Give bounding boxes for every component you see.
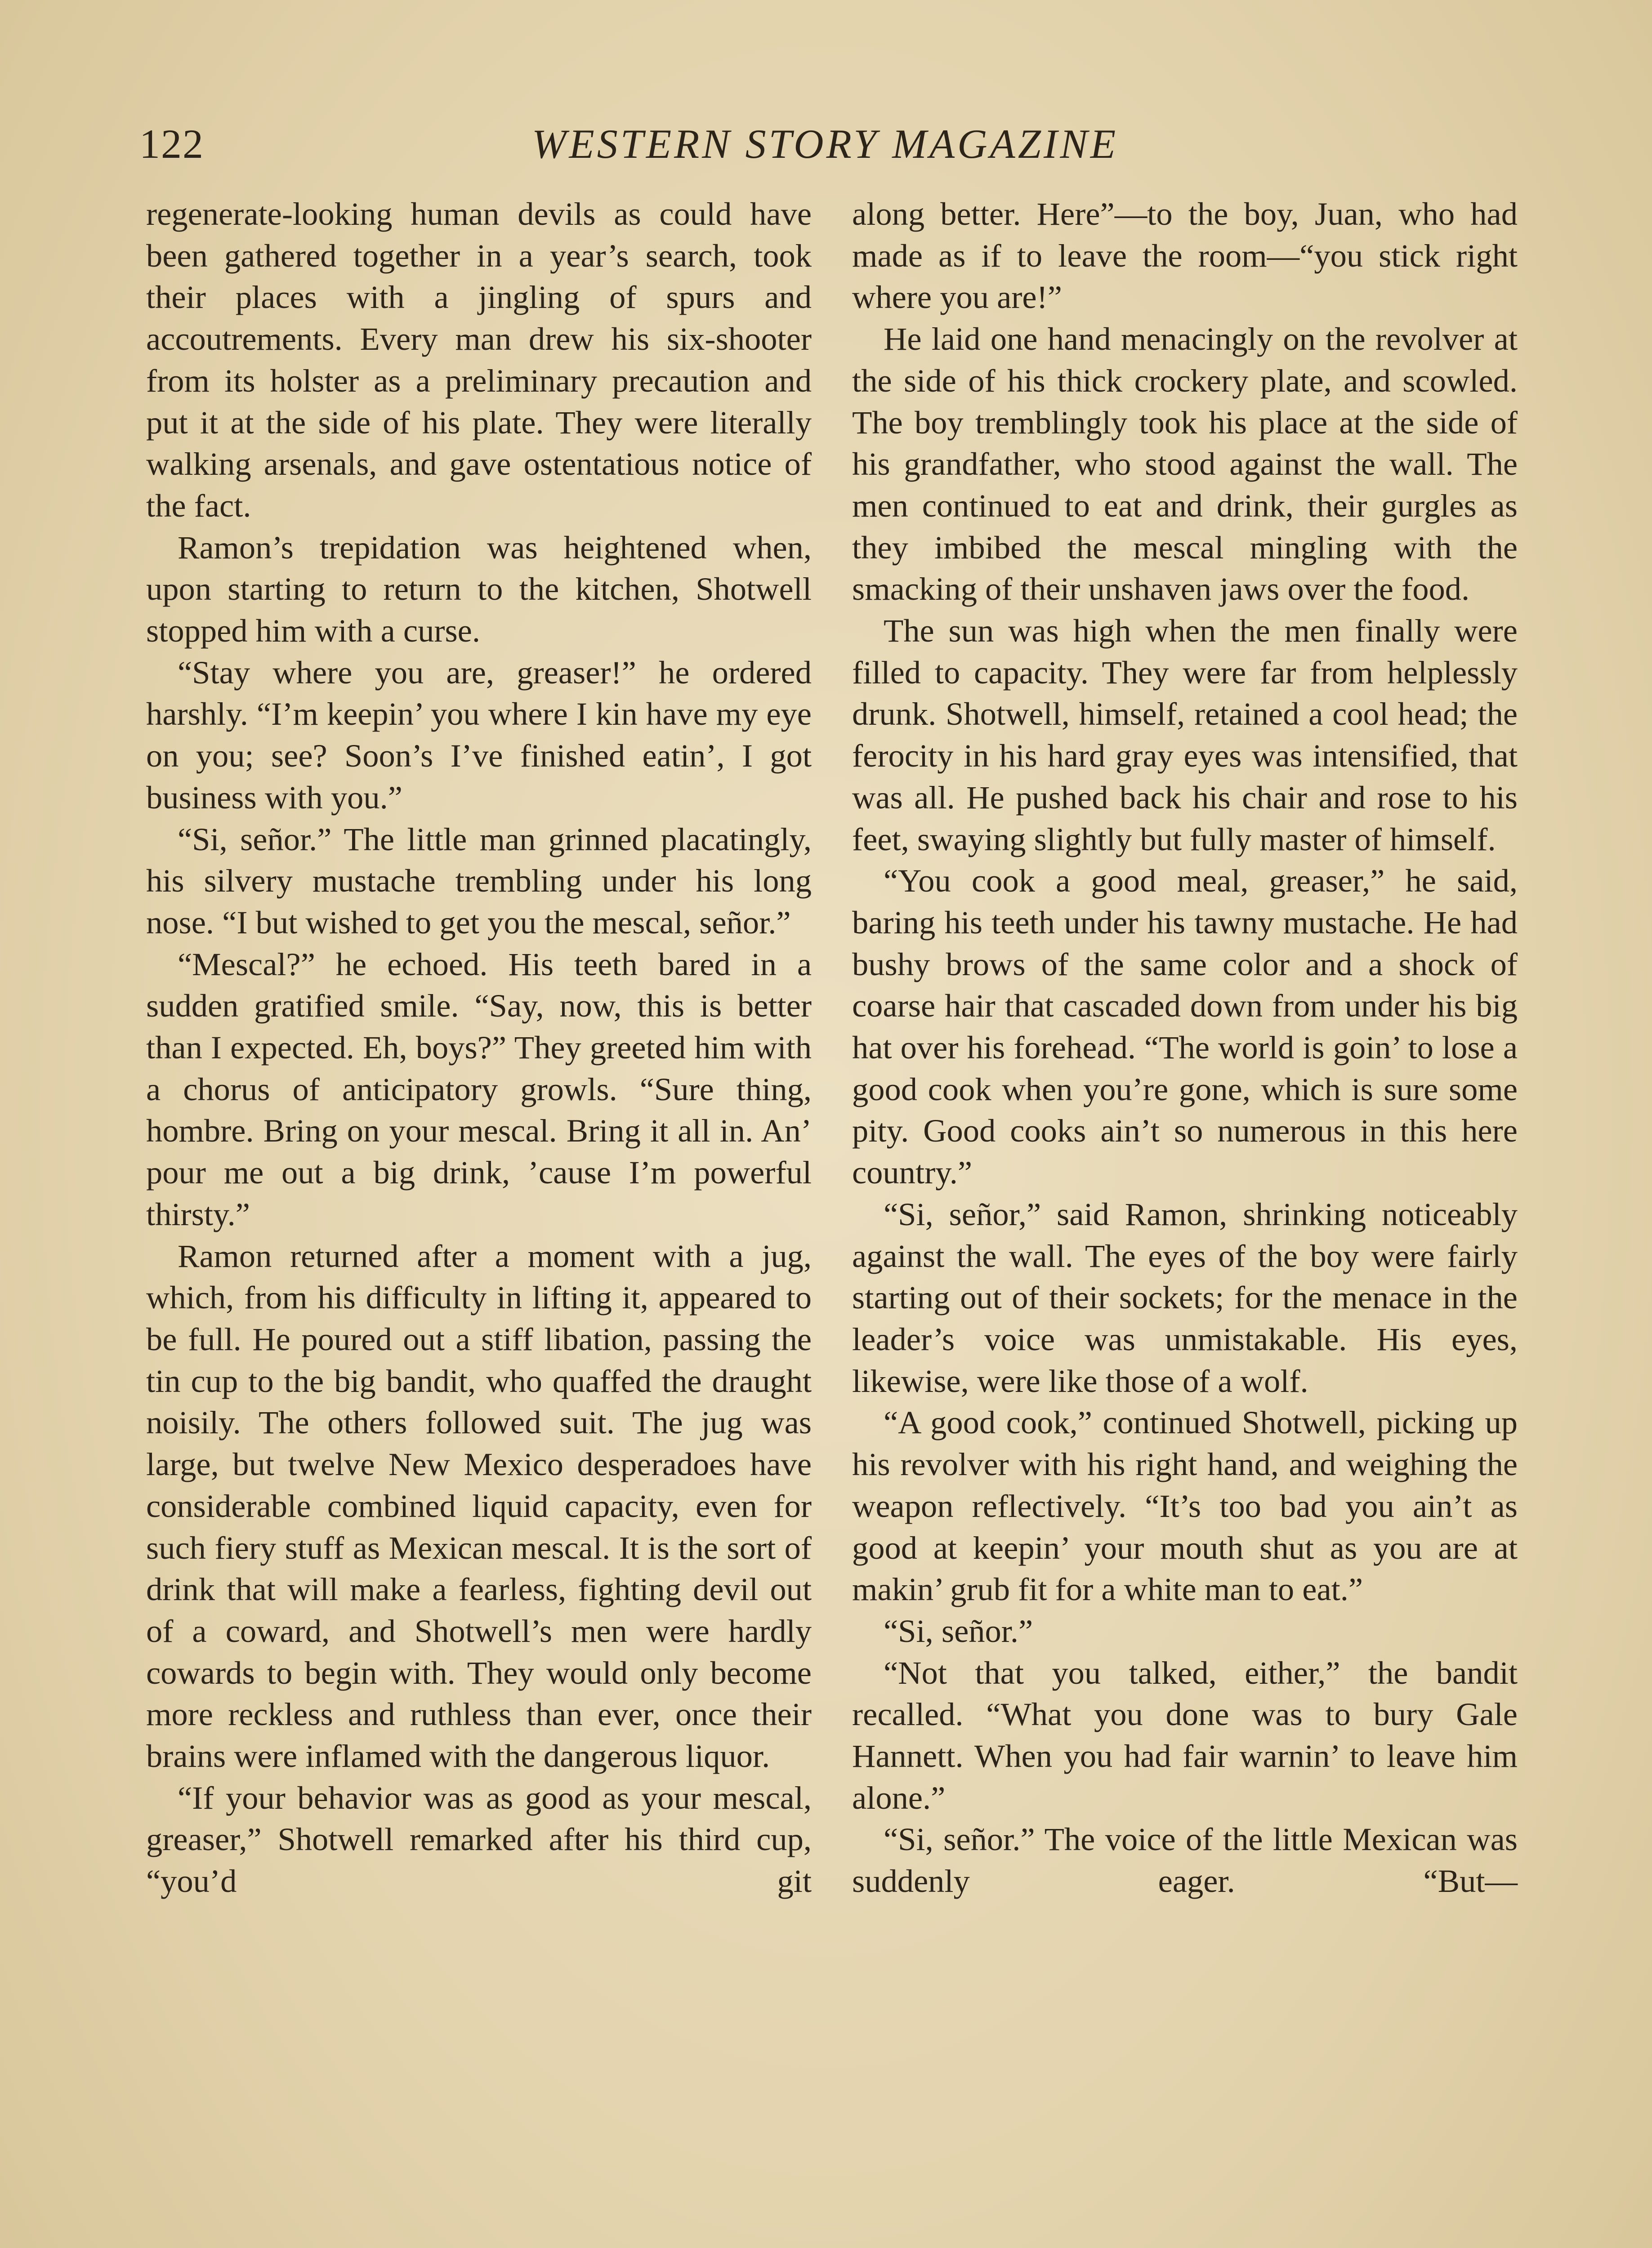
paragraph: “Mescal?” he echoed. His teeth bared in a sudden gratified smile. “Say, now, this is better than I expected. Eh, boys?” They greeted him with a chorus of anticipatory growls. “Sure thing, hombre. Bring on your mescal. Bring it all in. An’ pour me out a big drink, ’cause I’m powerful thirsty.” <box>146 946 812 1232</box>
paragraph: “You cook a good meal, greaser,” he said, baring his teeth under his tawny mustache. He had bushy brows of the same color and a shock of coarse hair that cascaded down from under his big hat over his forehead. “The world is goin’ to lose a good cook when you’re gone, which is sure some pity. Good cooks ain’t so numerous in this here country.” <box>852 862 1518 1191</box>
text-column-left <box>146 193 812 1902</box>
paragraph: “Not that you talked, either,” the bandit recalled. “What you done was to bury Gale Hannett. When you had fair warnin’ to leave him alone.” <box>852 1654 1518 1816</box>
paragraph: “Si, señor.” The voice of the little Mexican was suddenly eager. “But— <box>852 1821 1518 1900</box>
page-number: 122 <box>139 121 204 167</box>
paragraph: “If your behavior was as good as your mescal, greaser,” Shotwell remarked after his third cup, “you’d git <box>146 1779 812 1900</box>
paragraph: Ramon returned after a moment with a jug, which, from his difficulty in lifting it, appeared to be full. He poured out a stiff libation, passing the tin cup to the big bandit, who quaffed the draught noisily. The others followed suit. The jug was large, but twelve New Mexico desperadoes have considerable combined liquid capacity, even for such fiery stuff as Mexican mescal. It is the sort of drink that will make a fearless, fighting devil out of a coward, and Shotwell’s men were hardly cowards to begin with. They would only become more reckless and ruthless than ever, once their brains were inflamed with the dangerous liquor. <box>146 1237 812 1775</box>
paragraph: Ramon’s trepidation was heightened when, upon starting to return to the kitchen, Shotwell stopped him with a curse. <box>146 529 812 649</box>
text-column-right <box>852 193 1518 1902</box>
paragraph: “Stay where you are, greaser!” he ordered harshly. “I’m keepin’ you where I kin have my eye on you; see? Soon’s I’ve finished eatin’, I got business with you.” <box>146 654 812 816</box>
paragraph: “A good cook,” continued Shotwell, picking up his revolver with his right hand, and weighing the weapon reflectively. “It’s too bad you ain’t as good at keepin’ your mouth shut as you are at makin’ grub fit for a white man to eat.” <box>852 1404 1518 1608</box>
page-header <box>139 115 1511 173</box>
paragraph: “Si, señor,” said Ramon, shrinking noticeably against the wall. The eyes of the boy were fairly starting out of their sockets; for the menace in the leader’s voice was unmistakable. His eyes, likewise, were like those of a wolf. <box>852 1195 1518 1399</box>
paragraph: along better. Here”—to the boy, Juan, who had made as if to leave the room—“you stick right where you are!” <box>852 196 1518 316</box>
paragraph: The sun was high when the men finally were filled to capacity. They were far from helplessly drunk. Shotwell, himself, retained a cool head; the ferocity in his hard gray eyes was intensified, that was all. He pushed back his chair and rose to his feet, swaying slightly but fully master of himself. <box>852 612 1518 857</box>
paragraph: “Si, señor.” The little man grinned placatingly, his silvery mustache trembling under his long nose. “I but wished to get you the mescal, señor.” <box>146 821 812 941</box>
running-title: WESTERN STORY MAGAZINE <box>531 121 1119 167</box>
paragraph: “Si, señor.” <box>884 1612 1033 1649</box>
paragraph: He laid one hand menacingly on the revolver at the side of his thick crockery plate, and scowled. The boy tremblingly took his place at the side of his grandfather, who stood against the wall. The men continued to eat and drink, their gurgles as they imbibed the mescal mingling with the smacking of their unshaven jaws over the food. <box>852 321 1518 607</box>
paragraph: regenerate-looking human devils as could have been gathered together in a year’s search, took their places with a jingling of spurs and accoutrements. Every man drew his six-shooter from its holster as a preliminary precaution and put it at the side of his plate. They were literally walking arsenals, and gave ostentatious notice of the fact. <box>146 196 812 524</box>
